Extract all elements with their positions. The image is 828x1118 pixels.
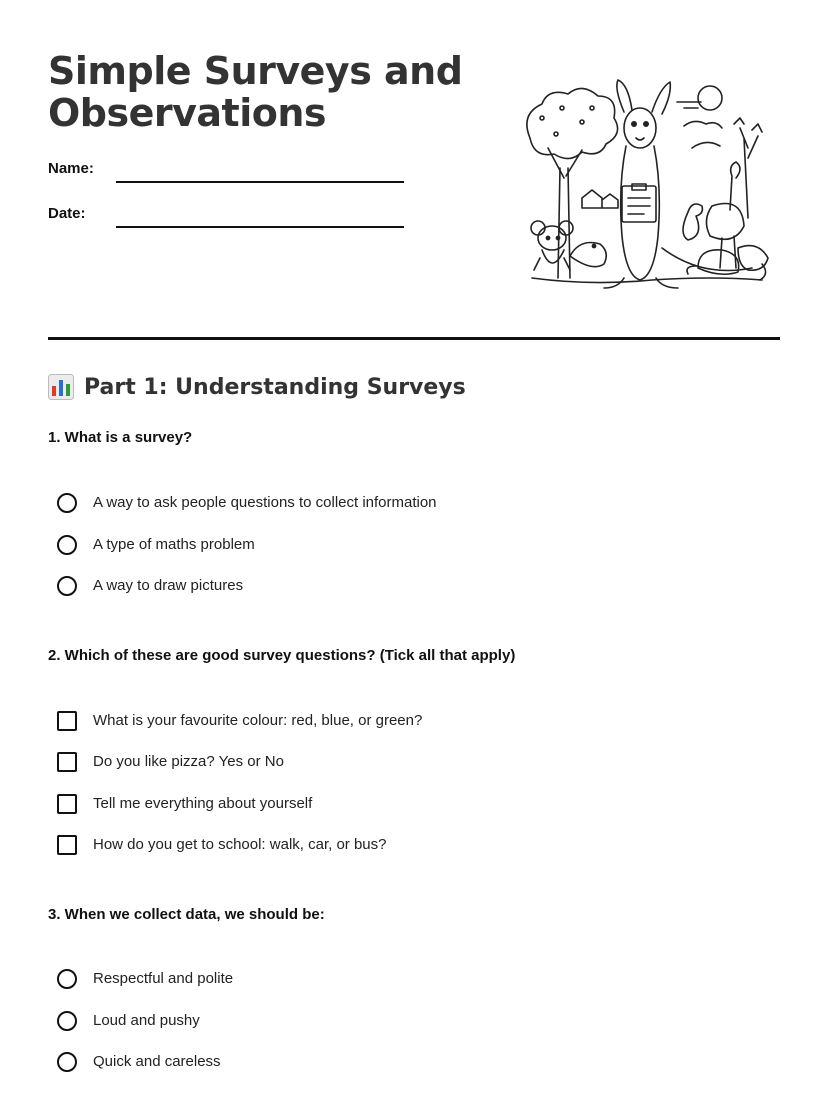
checkbox[interactable] [57, 752, 77, 772]
part1-heading-text: Part 1: Understanding Surveys [84, 374, 466, 400]
option-label: A type of maths problem [93, 536, 255, 553]
q3-option-2[interactable] [57, 1010, 200, 1032]
option-label: A way to ask people questions to collect information [93, 494, 437, 511]
q2-option-1[interactable] [57, 710, 422, 732]
name-label: Name: [48, 160, 94, 177]
question-3: 3. When we collect data, we should be: [48, 906, 325, 923]
checkbox[interactable] [57, 835, 77, 855]
bar-chart-icon [48, 374, 74, 400]
option-label: How do you get to school: walk, car, or bus? [93, 836, 387, 853]
question-1: 1. What is a survey? [48, 429, 193, 446]
option-label: Do you like pizza? Yes or No [93, 753, 284, 770]
page-title: Simple Surveys and Observations [48, 49, 463, 135]
kangaroo-clipboard-illustration [512, 78, 772, 304]
q1-option-2[interactable] [57, 534, 255, 556]
radio-button[interactable] [57, 493, 77, 513]
radio-button[interactable] [57, 576, 77, 596]
q3-option-1[interactable] [57, 968, 233, 990]
part1-heading [48, 374, 466, 400]
q2-option-3[interactable] [57, 793, 312, 815]
question-2: 2. Which of these are good survey questions? (Tick all that apply) [48, 647, 516, 664]
option-label: Tell me everything about yourself [93, 795, 313, 812]
date-label: Date: [48, 205, 86, 222]
name-field[interactable] [116, 181, 404, 183]
radio-button[interactable] [57, 1011, 77, 1031]
q1-option-3[interactable] [57, 575, 243, 597]
option-label: Respectful and polite [93, 970, 234, 987]
option-label: What is your favourite colour: red, blue, or green? [93, 712, 423, 729]
section-divider [48, 337, 780, 340]
checkbox[interactable] [57, 794, 77, 814]
q3-option-3[interactable] [57, 1051, 221, 1073]
radio-button[interactable] [57, 535, 77, 555]
checkbox[interactable] [57, 711, 77, 731]
radio-button[interactable] [57, 969, 77, 989]
option-label: Quick and careless [93, 1053, 221, 1070]
option-label: Loud and pushy [93, 1012, 200, 1029]
option-label: A way to draw pictures [93, 577, 244, 594]
q2-option-4[interactable] [57, 834, 387, 856]
date-field[interactable] [116, 226, 404, 228]
q1-option-1[interactable] [57, 492, 437, 514]
q2-option-2[interactable] [57, 751, 284, 773]
radio-button[interactable] [57, 1052, 77, 1072]
